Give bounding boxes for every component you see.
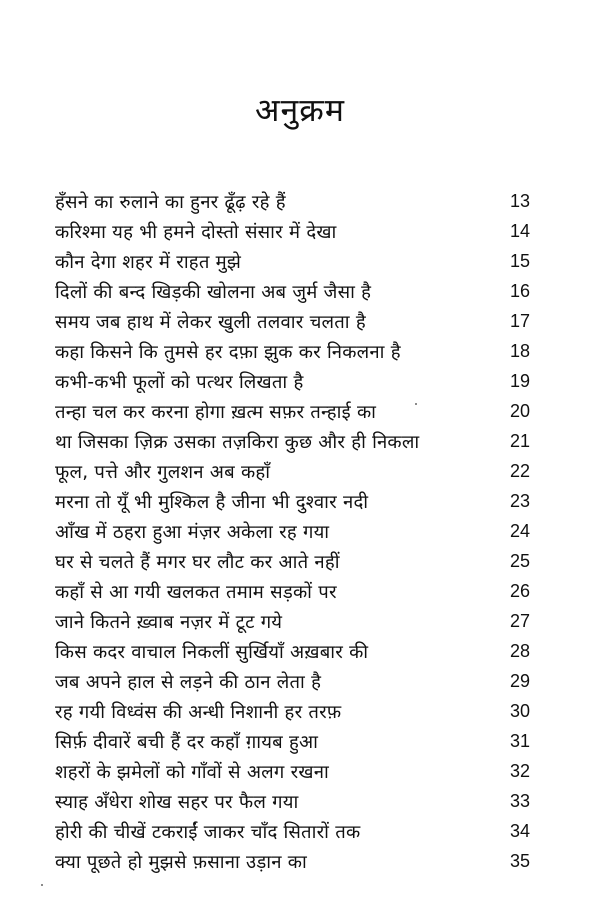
toc-entry-title: सिर्फ़ दीवारें बची हैं दर कहाँ ग़ायब हुआ (55, 731, 319, 753)
toc-entry-page-number: 17 (509, 310, 530, 331)
toc-entry-page-number: 32 (509, 760, 530, 781)
toc-entry-title: तन्हा चल कर करना होगा ख़त्म सफ़र तन्हाई का (55, 401, 377, 423)
toc-entry-title: फूल, पत्ते और गुलशन अब कहाँ (55, 461, 271, 483)
toc-entry-title: दिलों की बन्द खिड़की खोलना अब जुर्म जैसा है (55, 281, 372, 303)
toc-entry (55, 186, 530, 216)
toc-entry-page-number: 25 (509, 550, 530, 571)
toc-entry (55, 846, 530, 876)
toc-entry (55, 726, 530, 756)
toc-entry-title: कहाँ से आ गयी खलकत तमाम सड़कों पर (55, 581, 337, 603)
toc-entry (55, 486, 530, 516)
toc-entry-title: रह गयी विध्वंस की अन्धी निशानी हर तरफ़ (55, 701, 342, 723)
toc-entry-page-number: 22 (509, 460, 530, 481)
toc-entry-title: समय जब हाथ में लेकर खुली तलवार चलता है (55, 311, 366, 333)
toc-entry (55, 456, 530, 486)
toc-entry-page-number: 33 (509, 790, 530, 811)
toc-entry-page-number: 34 (509, 820, 530, 841)
toc-entry (55, 516, 530, 546)
toc-entry-page-number: 19 (509, 370, 530, 391)
print-speck (41, 884, 43, 886)
toc-entry (55, 396, 530, 426)
toc-entry (55, 816, 530, 846)
toc-entry-page-number: 14 (509, 220, 530, 241)
toc-entry-title: घर से चलते हैं मगर घर लौट कर आते नहीं (55, 551, 340, 573)
toc-entry-title: कौन देगा शहर में राहत मुझे (55, 251, 242, 273)
toc-entry-page-number: 15 (509, 250, 530, 271)
toc-entry (55, 576, 530, 606)
toc-entry (55, 276, 530, 306)
print-speck (415, 403, 417, 405)
toc-entry (55, 696, 530, 726)
toc-entry (55, 786, 530, 816)
toc-entry (55, 636, 530, 666)
toc-entry-page-number: 29 (509, 670, 530, 691)
toc-entry-title: था जिसका ज़िक्र उसका तज़किरा कुछ और ही निकला (55, 431, 420, 453)
toc-entry-title: स्याह अँधेरा शोख सहर पर फैल गया (55, 791, 299, 813)
toc-entry (55, 426, 530, 456)
toc-entry-page-number: 16 (509, 280, 530, 301)
toc-entry-title: किस कदर वाचाल निकलीं सुर्खियाँ अख़बार की (55, 641, 369, 663)
toc-entry-page-number: 31 (509, 730, 530, 751)
toc-entry-title: कभी-कभी फूलों को पत्थर लिखता है (55, 371, 304, 393)
toc-entry-page-number: 27 (509, 610, 530, 631)
toc-entry-title: हँसने का रुलाने का हुनर ढूँढ़ रहे हैं (55, 191, 286, 213)
toc-entry (55, 306, 530, 336)
toc-entry-page-number: 26 (509, 580, 530, 601)
toc-entry-title: मरना तो यूँ भी मुश्किल है जीना भी दुश्वार नदी (55, 491, 369, 513)
toc-entry (55, 336, 530, 366)
toc-entry-page-number: 13 (509, 190, 530, 211)
toc-entry-page-number: 28 (509, 640, 530, 661)
toc-entry-title: जब अपने हाल से लड़ने की ठान लेता है (55, 671, 322, 693)
toc-entry (55, 246, 530, 276)
toc-entry-page-number: 30 (509, 700, 530, 721)
contents-heading: अनुक्रम (255, 91, 345, 129)
toc-entry-title: क्या पूछते हो मुझसे फ़साना उड़ान का (55, 851, 308, 873)
toc-entry-title: करिश्मा यह भी हमने दोस्तो संसार में देखा (55, 221, 337, 243)
table-of-contents (55, 186, 530, 876)
toc-entry-page-number: 35 (509, 850, 530, 871)
toc-entry-page-number: 23 (509, 490, 530, 511)
toc-entry (55, 546, 530, 576)
toc-entry-page-number: 18 (509, 340, 530, 361)
toc-entry-page-number: 24 (509, 520, 530, 541)
toc-entry-page-number: 20 (509, 400, 530, 421)
toc-entry-title: आँख में ठहरा हुआ मंज़र अकेला रह गया (55, 521, 330, 543)
toc-entry (55, 216, 530, 246)
toc-entry-title: जाने कितने ख़्वाब नज़र में टूट गये (55, 611, 283, 633)
toc-entry-page-number: 21 (509, 430, 530, 451)
toc-entry (55, 366, 530, 396)
toc-entry (55, 756, 530, 786)
toc-entry-title: कहा किसने कि तुमसे हर दफ़ा झुक कर निकलना है (55, 341, 401, 363)
toc-entry (55, 666, 530, 696)
toc-entry-title: शहरों के झमेलों को गाँवों से अलग रखना (55, 761, 329, 783)
toc-entry (55, 606, 530, 636)
toc-entry-title: होरी की चीखें टकराईं जाकर चाँद सितारों तक (55, 821, 361, 843)
